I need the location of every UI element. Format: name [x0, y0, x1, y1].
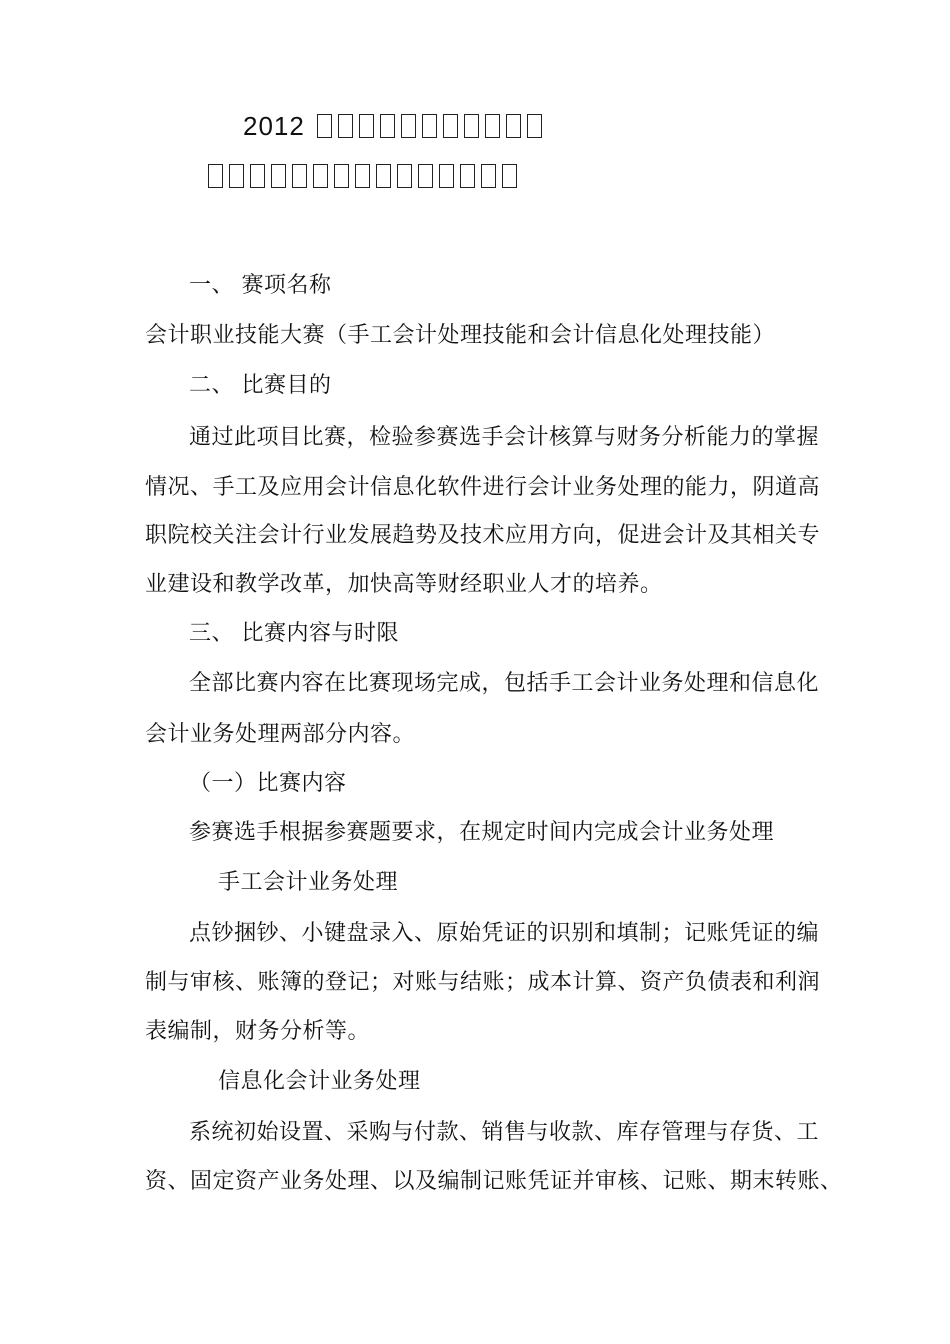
- info-processing-line-1: 系统初始设置、采购与付款、销售与收款、库存管理与存货、工: [189, 1120, 820, 1145]
- subsection-1-text: 参赛选手根据参赛题要求，在规定时间内完成会计业务处理: [189, 820, 775, 845]
- section-2-paragraph-line-3: 职院校关注会计行业发展趋势及技术应用方向，促进会计及其相关专: [145, 523, 821, 548]
- section-3-paragraph-line-2: 会计业务处理两部分内容。: [145, 722, 416, 747]
- subsection-1-heading: （一）比赛内容: [189, 771, 347, 796]
- manual-processing-line-2: 制与审核、账簿的登记；对账与结账；成本计算、资产负债表和利润: [145, 970, 821, 995]
- section-1-heading: 一、 赛项名称: [189, 273, 332, 298]
- title-year: 2012: [243, 111, 305, 141]
- manual-processing-heading: 手工会计业务处理: [218, 870, 399, 895]
- section-2-paragraph-line-2: 情况、手工及应用会计信息化软件进行会计业务处理的能力，阴道高: [145, 475, 821, 500]
- info-processing-heading: 信息化会计业务处理: [218, 1069, 421, 1094]
- document-title-line-1: [243, 110, 548, 142]
- section-1-text: 会计职业技能大赛（手工会计处理技能和会计信息化处理技能）: [145, 323, 776, 348]
- document-title-line-2: [208, 160, 523, 192]
- unrendered-title-glyphs-1: [317, 110, 548, 142]
- section-2-paragraph-line-4: 业建设和教学改革，加快高等财经职业人才的培养。: [145, 572, 663, 597]
- section-3-paragraph-line-1: 全部比赛内容在比赛现场完成，包括手工会计业务处理和信息化: [189, 671, 820, 696]
- unrendered-title-glyphs-2: [208, 160, 523, 192]
- manual-processing-line-1: 点钞捆钞、小键盘录入、原始凭证的识别和填制；记账凭证的编: [189, 921, 820, 946]
- section-2-heading: 二、 比赛目的: [189, 373, 332, 398]
- manual-processing-line-3: 表编制，财务分析等。: [145, 1019, 371, 1044]
- section-2-paragraph-line-1: 通过此项目比赛，检验参赛选手会计核算与财务分析能力的掌握: [189, 425, 820, 450]
- section-3-heading: 三、 比赛内容与时限: [189, 621, 399, 646]
- info-processing-line-2: 资、固定资产业务处理、以及编制记账凭证并审核、记账、期末转账、: [145, 1169, 843, 1194]
